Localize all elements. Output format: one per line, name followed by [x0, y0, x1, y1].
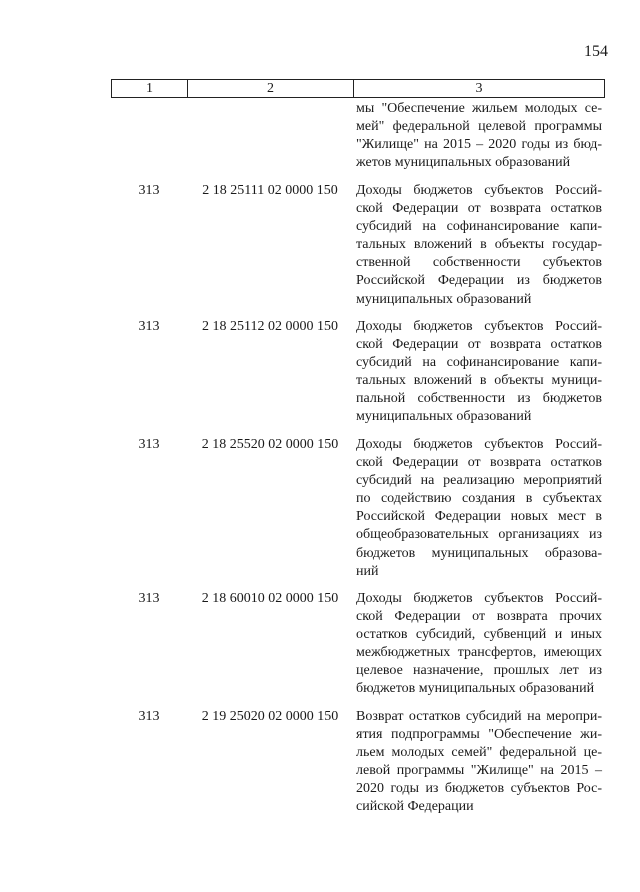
- text-line: ской Федерации от возврата остатков: [356, 201, 602, 217]
- budget-code: 2 18 25111 02 0000 150: [202, 183, 338, 198]
- page-number: 154: [584, 43, 608, 60]
- admin-code: 313: [138, 183, 160, 198]
- text-line: бюджетов муниципальных образова-: [356, 545, 602, 561]
- text-line: жетов муниципальных образований: [356, 155, 571, 171]
- text-line: тальных вложений в объекты государ-: [356, 237, 602, 253]
- text-line: остатков субсидий, субвенций и иных: [356, 627, 602, 643]
- text-line: субсидий на реализацию мероприятий: [356, 473, 602, 489]
- admin-code: 313: [138, 319, 160, 334]
- table-header: [111, 79, 605, 98]
- admin-code: 313: [138, 437, 160, 452]
- text-line: Доходы бюджетов субъектов Россий-: [356, 437, 602, 452]
- text-line: Доходы бюджетов субъектов Россий-: [356, 591, 602, 606]
- text-line: 2020 годы из бюджетов субъектов Рос-: [356, 781, 602, 797]
- text-line: левой программы "Жилище" на 2015 –: [356, 763, 602, 779]
- text-line: муниципальных образований: [356, 291, 532, 307]
- description: [356, 708, 602, 817]
- header-col-1: 1: [112, 80, 188, 97]
- text-line: бюджетов муниципальных образований: [356, 681, 595, 697]
- text-line: ской Федерации от возврата остатков: [356, 337, 602, 353]
- admin-code: 313: [138, 591, 160, 606]
- text-line: субсидий на софинансирование капи-: [356, 219, 602, 235]
- budget-code: 2 18 25520 02 0000 150: [201, 437, 339, 452]
- text-line: субсидий на софинансирование капи-: [356, 355, 602, 371]
- text-line: ственной собственности субъектов: [356, 255, 602, 271]
- text-line: пальной собственности из бюджетов: [356, 391, 602, 407]
- text-line: муниципальных образований: [356, 409, 532, 425]
- text-line: мей" федеральной целевой программы: [356, 119, 602, 135]
- budget-code: 2 18 25112 02 0000 150: [202, 319, 338, 334]
- header-col-3: 3: [475, 81, 483, 96]
- header-col-2: 2: [188, 80, 354, 97]
- text-line: Возврат остатков субсидий на меропри-: [356, 709, 602, 724]
- text-line: ятия подпрограммы "Обеспечение жи-: [356, 727, 602, 743]
- description: [356, 590, 602, 699]
- text-line: льем молодых семей" федеральной це-: [356, 745, 602, 761]
- text-line: Российской Федерации из бюджетов: [356, 273, 602, 289]
- text-line: общеобразовательных организациях из: [356, 527, 602, 543]
- text-line: мы "Обеспечение жильем молодых се-: [356, 101, 602, 116]
- text-line: "Жилище" на 2015 – 2020 годы из бюд-: [356, 137, 602, 153]
- text-line: Доходы бюджетов субъектов Россий-: [356, 319, 602, 334]
- text-line: целевое назначение, прошлых лет из: [356, 663, 602, 679]
- text-line: сийской Федерации: [356, 799, 474, 815]
- text-line: Доходы бюджетов субъектов Россий-: [356, 183, 602, 198]
- description: [356, 318, 602, 427]
- text-line: ний: [356, 563, 379, 579]
- text-line: по содействию создания в субъектах: [356, 491, 602, 507]
- admin-code: 313: [138, 709, 160, 724]
- text-line: Российской Федерации новых мест в: [356, 509, 602, 525]
- text-line: ской Федерации от возврата прочих: [356, 609, 602, 625]
- description: [356, 436, 602, 581]
- budget-code: 2 18 60010 02 0000 150: [201, 591, 339, 606]
- text-line: межбюджетных трансфертов, имеющих: [356, 645, 602, 661]
- continuation-text: [356, 100, 602, 172]
- budget-code: 2 19 25020 02 0000 150: [201, 709, 339, 724]
- text-line: тальных вложений в объекты муници-: [356, 373, 602, 389]
- text-line: ской Федерации от возврата остатков: [356, 455, 602, 471]
- description: [356, 182, 602, 309]
